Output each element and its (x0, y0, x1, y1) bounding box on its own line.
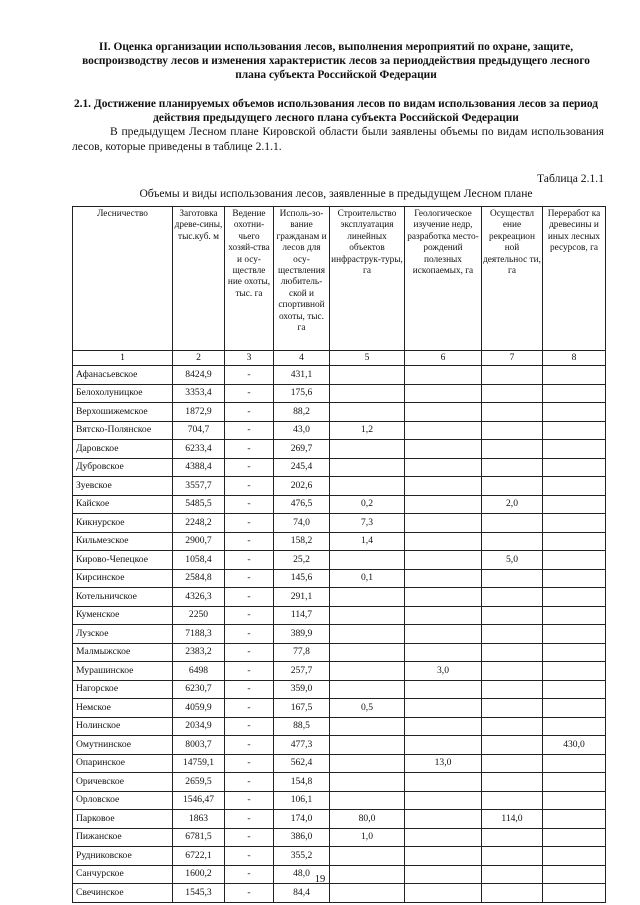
value-cell (405, 403, 482, 422)
value-cell: - (225, 588, 274, 607)
value-cell: - (225, 458, 274, 477)
table-row (73, 588, 606, 607)
table-row (73, 440, 606, 459)
value-cell (405, 569, 482, 588)
value-cell (482, 643, 543, 662)
table-row (73, 514, 606, 533)
value-cell: 13,0 (405, 754, 482, 773)
table-row (73, 884, 606, 903)
value-cell: - (225, 680, 274, 699)
table-row (73, 366, 606, 385)
value-cell: 88,5 (274, 717, 330, 736)
value-cell: 3353,4 (173, 384, 225, 403)
value-cell (543, 366, 606, 385)
forestry-name-cell: Кильмезское (73, 532, 173, 551)
forestry-name-cell: Верхошижемское (73, 403, 173, 422)
value-cell (482, 532, 543, 551)
table-row (73, 643, 606, 662)
value-cell (330, 606, 405, 625)
table-row (73, 384, 606, 403)
value-cell: - (225, 551, 274, 570)
forestry-name-cell: Рудниковское (73, 847, 173, 866)
value-cell: 431,1 (274, 366, 330, 385)
value-cell (543, 458, 606, 477)
value-cell (330, 847, 405, 866)
value-cell: 3557,7 (173, 477, 225, 496)
value-cell: - (225, 495, 274, 514)
value-cell (482, 717, 543, 736)
value-cell: 1600,2 (173, 865, 225, 884)
value-cell (482, 440, 543, 459)
value-cell: - (225, 514, 274, 533)
value-cell (405, 828, 482, 847)
value-cell: 154,8 (274, 773, 330, 792)
forestry-name-cell: Зуевское (73, 477, 173, 496)
value-cell: 25,2 (274, 551, 330, 570)
forestry-name-cell: Нагорское (73, 680, 173, 699)
value-cell (543, 569, 606, 588)
table-row (73, 847, 606, 866)
value-cell (405, 495, 482, 514)
value-cell (330, 625, 405, 644)
value-cell: - (225, 791, 274, 810)
value-cell: 2,0 (482, 495, 543, 514)
value-cell: 4326,3 (173, 588, 225, 607)
column-number: 6 (405, 351, 482, 366)
value-cell: 7,3 (330, 514, 405, 533)
header-cell: Лесничество (73, 207, 173, 351)
value-cell (543, 440, 606, 459)
value-cell (543, 699, 606, 718)
value-cell (543, 532, 606, 551)
value-cell: - (225, 828, 274, 847)
value-cell: 1545,3 (173, 884, 225, 903)
value-cell: 48,0 (274, 865, 330, 884)
value-cell: 389,9 (274, 625, 330, 644)
section-title: II. Оценка организации использования лесов, выполнения мероприятий по охране, защите, воспроизводству лесов и изменения характеристик лесов за периоддействия предыдущего лесного плана субъекта Российской Федерации (82, 41, 590, 81)
value-cell: 88,2 (274, 403, 330, 422)
table-row (73, 791, 606, 810)
value-cell (482, 588, 543, 607)
value-cell (543, 643, 606, 662)
value-cell (405, 440, 482, 459)
value-cell: 2659,5 (173, 773, 225, 792)
value-cell (482, 662, 543, 681)
column-number: 2 (173, 351, 225, 366)
value-cell: - (225, 421, 274, 440)
value-cell: 6498 (173, 662, 225, 681)
subsection-title: 2.1. Достижение планируемых объемов использования лесов по видам использования лесов за период действия предыдущего лесного плана субъекта Российской Федерации (73, 98, 599, 124)
value-cell: 5,0 (482, 551, 543, 570)
value-cell: - (225, 532, 274, 551)
value-cell: 167,5 (274, 699, 330, 718)
value-cell (543, 791, 606, 810)
value-cell: 6233,4 (173, 440, 225, 459)
value-cell: - (225, 773, 274, 792)
value-cell (330, 643, 405, 662)
value-cell: - (225, 662, 274, 681)
value-cell (543, 884, 606, 903)
value-cell: 84,4 (274, 884, 330, 903)
value-cell: 2248,2 (173, 514, 225, 533)
table-row (73, 699, 606, 718)
value-cell: 0,2 (330, 495, 405, 514)
value-cell: 158,2 (274, 532, 330, 551)
value-cell: 1546,47 (173, 791, 225, 810)
value-cell (405, 699, 482, 718)
column-number: 3 (225, 351, 274, 366)
forestry-name-cell: Афанасьевское (73, 366, 173, 385)
value-cell (330, 717, 405, 736)
value-cell: 8003,7 (173, 736, 225, 755)
value-cell: 4059,9 (173, 699, 225, 718)
column-number: 4 (274, 351, 330, 366)
column-number: 1 (73, 351, 173, 366)
value-cell (482, 773, 543, 792)
table-row (73, 754, 606, 773)
value-cell (405, 717, 482, 736)
value-cell (330, 588, 405, 607)
table-row (73, 828, 606, 847)
value-cell (330, 384, 405, 403)
value-cell: 0,1 (330, 569, 405, 588)
forestry-name-cell: Даровское (73, 440, 173, 459)
value-cell: 386,0 (274, 828, 330, 847)
forestry-name-cell: Парковое (73, 810, 173, 829)
value-cell (482, 421, 543, 440)
value-cell: - (225, 884, 274, 903)
value-cell: 5485,5 (173, 495, 225, 514)
value-cell (405, 884, 482, 903)
column-number-row (73, 351, 606, 366)
value-cell (543, 606, 606, 625)
value-cell (482, 477, 543, 496)
value-cell: 175,6 (274, 384, 330, 403)
value-cell (543, 754, 606, 773)
value-cell: 2900,7 (173, 532, 225, 551)
header-cell: Строительство эксплуатация линейных объектов инфраструк-туры, га (330, 207, 405, 351)
forestry-name-cell: Кирсинское (73, 569, 173, 588)
forestry-name-cell: Нолинское (73, 717, 173, 736)
table-row (73, 810, 606, 829)
value-cell: 476,5 (274, 495, 330, 514)
column-number: 7 (482, 351, 543, 366)
forestry-name-cell: Котельничское (73, 588, 173, 607)
value-cell: - (225, 754, 274, 773)
value-cell (330, 551, 405, 570)
forestry-name-cell: Немское (73, 699, 173, 718)
value-cell (543, 828, 606, 847)
value-cell (405, 588, 482, 607)
table-row (73, 625, 606, 644)
forestry-name-cell: Пижанское (73, 828, 173, 847)
value-cell: 359,0 (274, 680, 330, 699)
value-cell (482, 514, 543, 533)
forestry-name-cell: Белохолуницкое (73, 384, 173, 403)
value-cell (482, 384, 543, 403)
forestry-name-cell: Вятско-Полянское (73, 421, 173, 440)
table-row (73, 569, 606, 588)
value-cell (405, 680, 482, 699)
value-cell (543, 588, 606, 607)
table-row (73, 532, 606, 551)
forestry-name-cell: Кайское (73, 495, 173, 514)
value-cell (482, 606, 543, 625)
table-label: Таблица 2.1.1 (537, 172, 604, 185)
value-cell (405, 366, 482, 385)
forestry-name-cell: Опаринское (73, 754, 173, 773)
value-cell: 1058,4 (173, 551, 225, 570)
table-row (73, 773, 606, 792)
value-cell: - (225, 865, 274, 884)
value-cell: - (225, 699, 274, 718)
value-cell (482, 754, 543, 773)
value-cell (543, 384, 606, 403)
value-cell (405, 847, 482, 866)
value-cell: - (225, 736, 274, 755)
value-cell: 2034,9 (173, 717, 225, 736)
value-cell (405, 532, 482, 551)
header-cell: Переработ ка древесины и иных лесных ресурсов, га (543, 207, 606, 351)
value-cell (543, 773, 606, 792)
value-cell (405, 514, 482, 533)
value-cell: 3,0 (405, 662, 482, 681)
value-cell: 1,2 (330, 421, 405, 440)
value-cell (330, 458, 405, 477)
value-cell (330, 366, 405, 385)
value-cell (543, 810, 606, 829)
value-cell: - (225, 569, 274, 588)
table-row (73, 403, 606, 422)
value-cell (405, 551, 482, 570)
value-cell (543, 551, 606, 570)
table-row (73, 680, 606, 699)
table-row (73, 495, 606, 514)
value-cell: 355,2 (274, 847, 330, 866)
value-cell (405, 773, 482, 792)
value-cell (482, 847, 543, 866)
value-cell (405, 643, 482, 662)
forestry-name-cell: Санчурское (73, 865, 173, 884)
value-cell: 202,6 (274, 477, 330, 496)
value-cell (405, 606, 482, 625)
value-cell: - (225, 847, 274, 866)
value-cell: 269,7 (274, 440, 330, 459)
forestry-name-cell: Орловское (73, 791, 173, 810)
value-cell: - (225, 717, 274, 736)
table-row (73, 458, 606, 477)
value-cell (330, 754, 405, 773)
value-cell: 106,1 (274, 791, 330, 810)
value-cell: 8424,9 (173, 366, 225, 385)
forestry-name-cell: Кирово-Чепецкое (73, 551, 173, 570)
forestry-name-cell: Лузское (73, 625, 173, 644)
forest-use-table (72, 206, 606, 903)
value-cell: 7188,3 (173, 625, 225, 644)
value-cell: 43,0 (274, 421, 330, 440)
value-cell: 291,1 (274, 588, 330, 607)
value-cell (405, 421, 482, 440)
value-cell: 6722,1 (173, 847, 225, 866)
forestry-name-cell: Мурашинское (73, 662, 173, 681)
value-cell (482, 680, 543, 699)
value-cell (330, 680, 405, 699)
forestry-name-cell: Малмыжское (73, 643, 173, 662)
value-cell (482, 403, 543, 422)
table-row (73, 606, 606, 625)
value-cell (405, 625, 482, 644)
value-cell: 77,8 (274, 643, 330, 662)
value-cell (482, 791, 543, 810)
forestry-name-cell: Кикнурское (73, 514, 173, 533)
value-cell (543, 421, 606, 440)
value-cell: 114,0 (482, 810, 543, 829)
forestry-name-cell: Свечинское (73, 884, 173, 903)
value-cell (482, 625, 543, 644)
value-cell: 477,3 (274, 736, 330, 755)
value-cell: 1872,9 (173, 403, 225, 422)
forestry-name-cell: Дубровское (73, 458, 173, 477)
value-cell (482, 458, 543, 477)
value-cell (543, 680, 606, 699)
value-cell: - (225, 643, 274, 662)
value-cell (482, 569, 543, 588)
value-cell (543, 477, 606, 496)
value-cell (543, 662, 606, 681)
value-cell: - (225, 606, 274, 625)
table-row (73, 662, 606, 681)
value-cell (405, 736, 482, 755)
value-cell: 1863 (173, 810, 225, 829)
value-cell (405, 791, 482, 810)
value-cell (405, 384, 482, 403)
column-number: 5 (330, 351, 405, 366)
value-cell: 2250 (173, 606, 225, 625)
value-cell: 257,7 (274, 662, 330, 681)
value-cell: - (225, 384, 274, 403)
value-cell: 4388,4 (173, 458, 225, 477)
table-row (73, 477, 606, 496)
header-cell: Заготовка древе-сины, тыс.куб. м (173, 207, 225, 351)
value-cell: - (225, 366, 274, 385)
value-cell: - (225, 403, 274, 422)
value-cell (330, 440, 405, 459)
value-cell: - (225, 440, 274, 459)
value-cell (330, 403, 405, 422)
header-cell: Исполь-зо-вание гражданам и лесов для осу-ществления любитель-ской и спортивной охоты, тыс. га (274, 207, 330, 351)
value-cell (543, 514, 606, 533)
value-cell: 2584,8 (173, 569, 225, 588)
value-cell: 14759,1 (173, 754, 225, 773)
value-cell (330, 736, 405, 755)
value-cell: 430,0 (543, 736, 606, 755)
value-cell (482, 736, 543, 755)
value-cell: 114,7 (274, 606, 330, 625)
value-cell: 80,0 (330, 810, 405, 829)
value-cell (405, 477, 482, 496)
value-cell (543, 495, 606, 514)
value-cell: 74,0 (274, 514, 330, 533)
value-cell (405, 458, 482, 477)
value-cell (405, 810, 482, 829)
value-cell: - (225, 477, 274, 496)
value-cell (543, 625, 606, 644)
page-number: 19 (314, 874, 326, 885)
value-cell (543, 847, 606, 866)
table-row (73, 551, 606, 570)
table-caption: Объемы и виды использования лесов, заявленные в предыдущем Лесном плане (139, 187, 533, 200)
table-row (73, 736, 606, 755)
value-cell (482, 699, 543, 718)
value-cell: 562,4 (274, 754, 330, 773)
forestry-name-cell: Куменское (73, 606, 173, 625)
header-cell: Геологическое изучение недр, разработка место-рождений полезных ископаемых, га (405, 207, 482, 351)
value-cell: 704,7 (173, 421, 225, 440)
header-cell: Ведение охотни-чьего хозяй-ства и осу-ществле ние охоты, тыс. га (225, 207, 274, 351)
table-row (73, 717, 606, 736)
value-cell: - (225, 810, 274, 829)
forestry-name-cell: Оричевское (73, 773, 173, 792)
value-cell: - (225, 625, 274, 644)
table-header-row (73, 207, 606, 351)
value-cell (330, 884, 405, 903)
value-cell (543, 403, 606, 422)
value-cell (330, 662, 405, 681)
value-cell: 2383,2 (173, 643, 225, 662)
table-row (73, 421, 606, 440)
forestry-name-cell: Омутнинское (73, 736, 173, 755)
value-cell: 6781,5 (173, 828, 225, 847)
value-cell (482, 366, 543, 385)
value-cell (482, 884, 543, 903)
value-cell (330, 773, 405, 792)
value-cell: 174,0 (274, 810, 330, 829)
value-cell: 245,4 (274, 458, 330, 477)
value-cell (543, 717, 606, 736)
value-cell: 1,0 (330, 828, 405, 847)
value-cell: 1,4 (330, 532, 405, 551)
value-cell (330, 477, 405, 496)
value-cell (330, 791, 405, 810)
column-number: 8 (543, 351, 606, 366)
value-cell: 6230,7 (173, 680, 225, 699)
intro-paragraph: В предыдущем Лесном плане Кировской области были заявлены объемы по видам использования лесов, которые приведены в таблице 2.1.1. (72, 125, 604, 153)
value-cell (482, 828, 543, 847)
value-cell: 145,6 (274, 569, 330, 588)
value-cell: 0,5 (330, 699, 405, 718)
header-cell: Осуществл ение рекреацион ной деятельнос ти, га (482, 207, 543, 351)
